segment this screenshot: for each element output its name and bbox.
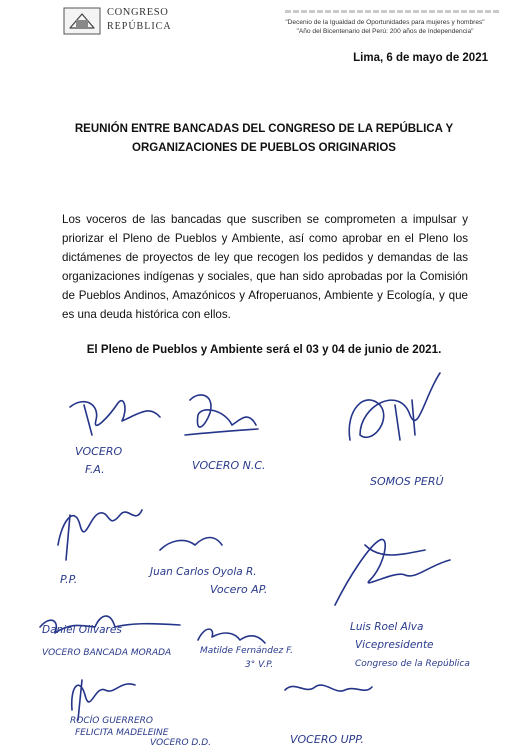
signature-upp	[285, 685, 372, 746]
signature-nc-caption: VOCERO N.C.	[192, 459, 266, 472]
congress-seal-icon	[62, 6, 102, 36]
document-title	[40, 120, 488, 158]
signature-fa-caption-1: VOCERO	[75, 445, 123, 458]
signature-somos-peru	[349, 373, 443, 488]
signature-fa	[70, 401, 160, 476]
document-date: Lima, 6 de mayo de 2021	[353, 52, 488, 64]
signature-ap-caption-2: Vocero AP.	[210, 583, 268, 596]
signature-olivares-caption-2: VOCERO BANCADA MORADA	[42, 648, 172, 658]
signature-guerrero	[70, 680, 211, 748]
signature-roel-caption-3: Congreso de la República	[355, 659, 470, 669]
signature-roel-caption-1: Luis Roel Alva	[350, 621, 424, 633]
logo-line-1: CONGRESO	[107, 7, 169, 18]
header-rule	[285, 10, 500, 13]
signature-olivares	[40, 616, 180, 658]
signature-pp	[58, 510, 142, 586]
signature-fernandez	[198, 629, 293, 670]
signature-fa-caption-2: F.A.	[85, 463, 105, 476]
signature-somos-peru-caption: SOMOS PERÚ	[370, 475, 444, 488]
letterhead	[0, 0, 528, 50]
signature-ap	[148, 538, 267, 597]
signature-fernandez-caption-1: Matilde Fernández F.	[200, 646, 293, 656]
decenio-motto	[270, 18, 500, 36]
signature-fernandez-caption-2: 3° V.P.	[245, 660, 274, 670]
commitment-paragraph: Los voceros de las bancadas que suscriben se comprometen a impulsar y priorizar el Pleno de Pueblos y Ambiente, así como aprobar en el Pleno los dictámenes de proyectos de ley que recogen los pedidos y demandas de las organizaciones indígenas y sociales, que han sido aprobadas por la Comisión de Pueblos Andinos, Amazónicos y Afroperuanos, Ambiente y Ecología, y que es una deuda histórica con ellos.	[62, 213, 468, 321]
title-line-2: ORGANIZACIONES DE PUEBLOS ORIGINARIOS	[132, 142, 396, 154]
logo-line-2: REPÚBLICA	[107, 21, 172, 32]
signature-guerrero-caption-3: VOCERO D.D.	[150, 738, 211, 748]
decenio-line-1: "Decenio de la Igualdad de Oportunidades para mujeres y hombres"	[285, 19, 485, 26]
pleno-date-note: El Pleno de Pueblos y Ambiente será el 03 y 04 de junio de 2021.	[86, 343, 442, 356]
signature-olivares-caption-1: Daniel Olivares	[42, 624, 122, 636]
signature-roel	[335, 539, 470, 669]
signature-nc	[185, 395, 266, 472]
signature-guerrero-caption-2: FELICITA MADELEINE	[75, 728, 169, 738]
signature-ap-caption-1: Juan Carlos Oyola R.	[150, 566, 257, 578]
signature-roel-caption-2: Vicepresidente	[355, 639, 434, 651]
title-line-1: REUNIÓN ENTRE BANCADAS DEL CONGRESO DE LA REPÚBLICA Y	[74, 123, 454, 135]
signatures-area	[0, 365, 528, 750]
institution-name	[107, 6, 172, 34]
signature-guerrero-caption-1: ROCÍO GUERRERO	[70, 716, 153, 726]
signature-upp-caption: VOCERO UPP.	[290, 733, 364, 746]
decenio-line-2: "Año del Bicentenario del Perú: 200 años de Independencia"	[296, 28, 474, 35]
signature-pp-caption: P.P.	[60, 573, 78, 586]
